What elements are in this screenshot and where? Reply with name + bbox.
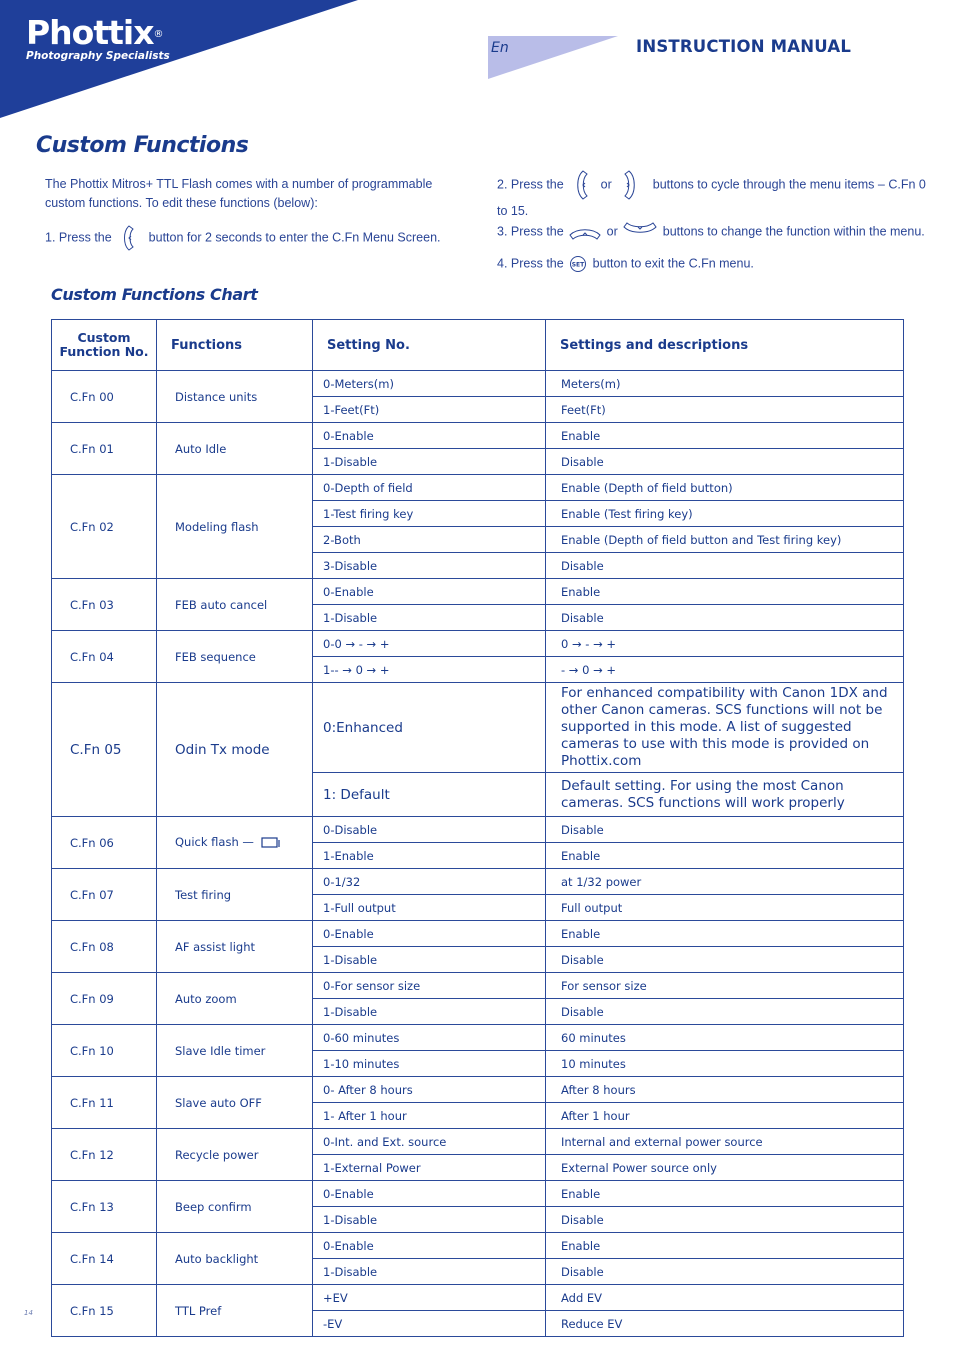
function-name: Odin Tx mode [157,683,313,817]
table-row [52,475,904,501]
setting-number: 0-60 minutes [313,1025,546,1051]
table-row [52,973,904,999]
setting-description: 60 minutes [546,1025,904,1051]
function-name: Test firing [157,869,313,921]
setting-number: 1-Disable [313,605,546,631]
setting-description: Disable [546,947,904,973]
setting-description: Disable [546,553,904,579]
hss-button-icon [621,218,659,246]
header-settings-desc: Settings and descriptions [546,320,904,371]
setting-number: 1- After 1 hour [313,1103,546,1129]
function-number: C.Fn 02 [52,475,157,579]
setting-number: 1-Disable [313,449,546,475]
function-number: C.Fn 09 [52,973,157,1025]
setting-number: 1-External Power [313,1155,546,1181]
setting-number: 3-Disable [313,553,546,579]
table-row [52,869,904,895]
setting-number: 0-0 → - → + [313,631,546,657]
page-title: Custom Functions [36,133,249,158]
page-number: 14 [24,1309,33,1317]
setting-description: Enable [546,921,904,947]
setting-number: 0-Depth of field [313,475,546,501]
setting-number: 1-Disable [313,1207,546,1233]
setting-number: 0-Enable [313,1233,546,1259]
setting-number: 1-- → 0 → + [313,657,546,683]
intro-paragraph: The Phottix Mitros+ TTL Flash comes with a number of programmable custom functions. To edit these functions (below): [45,177,433,210]
setting-number: 0:Enhanced [313,683,546,773]
setting-number: 1-Disable [313,999,546,1025]
setting-description: Enable (Depth of field button) [546,475,904,501]
setting-description: Enable [546,1233,904,1259]
table-row [52,1025,904,1051]
table-row [52,631,904,657]
setting-description: Disable [546,999,904,1025]
setting-description: at 1/32 power [546,869,904,895]
setting-description: Disable [546,605,904,631]
function-number: C.Fn 11 [52,1077,157,1129]
setting-number: 0-Disable [313,817,546,843]
table-header-row [52,320,904,371]
table-row [52,1077,904,1103]
setting-number: -EV [313,1311,546,1337]
table-row [52,817,904,843]
setting-description: Add EV [546,1285,904,1311]
setting-description: - → 0 → + [546,657,904,683]
setting-number: 0-Enable [313,579,546,605]
cfn-right-icon [615,168,649,202]
setting-description: 0 → - → + [546,631,904,657]
function-name: Modeling flash [157,475,313,579]
function-number: C.Fn 15 [52,1285,157,1337]
setting-description: Disable [546,1207,904,1233]
setting-number: 0-Enable [313,423,546,449]
function-name: Auto zoom [157,973,313,1025]
setting-description: Disable [546,1259,904,1285]
function-number: C.Fn 04 [52,631,157,683]
setting-number: 1-Disable [313,947,546,973]
setting-description: Enable [546,1181,904,1207]
table-row [52,1181,904,1207]
manual-title: INSTRUCTION MANUAL [636,37,852,56]
setting-description: Reduce EV [546,1311,904,1337]
setting-number: 0-For sensor size [313,973,546,999]
table-row [52,1129,904,1155]
set-button-icon [567,254,589,274]
setting-description: Enable [546,423,904,449]
setting-description: Enable [546,843,904,869]
header-setting-no: Setting No. [313,320,546,371]
function-name: Quick flash — [157,817,313,869]
function-number: C.Fn 01 [52,423,157,475]
chart-title: Custom Functions Chart [51,285,258,304]
svg-text:SET: SET [571,261,585,269]
function-name: TTL Pref [157,1285,313,1337]
function-name: Slave Idle timer [157,1025,313,1077]
function-number: C.Fn 00 [52,371,157,423]
function-name: Slave auto OFF [157,1077,313,1129]
function-name: FEB sequence [157,631,313,683]
setting-number: 0-Meters(m) [313,371,546,397]
step-1: 1. Press the button for 2 seconds to enter the C.Fn Menu Screen. [45,223,475,253]
setting-description: Meters(m) [546,371,904,397]
brand-name: Phottix® [26,13,163,52]
setting-description: For sensor size [546,973,904,999]
setting-description: After 8 hours [546,1077,904,1103]
setting-description: 10 minutes [546,1051,904,1077]
language-tag: En [491,40,509,56]
setting-description: Default setting. For using the most Canon cameras. SCS functions will work properly [546,773,904,817]
function-name: Recycle power [157,1129,313,1181]
zoom-button-icon [567,218,603,246]
flash-head-icon [260,836,282,850]
step-2-continued: to 15. [497,204,529,218]
function-name: Beep confirm [157,1181,313,1233]
setting-number: 1-Full output [313,895,546,921]
step-2: 2. Press the or buttons to cycle through the menu items – C.Fn 0 to 15. [497,168,937,221]
function-name: Auto backlight [157,1233,313,1285]
setting-number: 1-Feet(Ft) [313,397,546,423]
setting-number: 0-Enable [313,1181,546,1207]
table-row [52,1285,904,1311]
cfn-left-icon [567,168,597,202]
setting-number: 1: Default [313,773,546,817]
step-4: 4. Press the SET button to exit the C.Fn menu. [497,254,937,274]
function-number: C.Fn 05 [52,683,157,817]
brand-logo [26,14,170,62]
table-row [52,683,904,773]
setting-number: 0- After 8 hours [313,1077,546,1103]
function-name: Auto Idle [157,423,313,475]
function-number: C.Fn 07 [52,869,157,921]
setting-description: External Power source only [546,1155,904,1181]
setting-number: 0-Enable [313,921,546,947]
setting-description: Disable [546,449,904,475]
function-name: AF assist light [157,921,313,973]
function-number: C.Fn 08 [52,921,157,973]
setting-description: Enable [546,579,904,605]
function-name: Distance units [157,371,313,423]
setting-number: 1-Disable [313,1259,546,1285]
setting-description: Feet(Ft) [546,397,904,423]
setting-description: Enable (Test firing key) [546,501,904,527]
setting-description: Full output [546,895,904,921]
setting-number: 1-Test firing key [313,501,546,527]
function-number: C.Fn 14 [52,1233,157,1285]
function-number: C.Fn 13 [52,1181,157,1233]
function-number: C.Fn 12 [52,1129,157,1181]
custom-functions-table [51,319,904,1337]
table-row [52,921,904,947]
table-row [52,423,904,449]
setting-description: Internal and external power source [546,1129,904,1155]
setting-description: After 1 hour [546,1103,904,1129]
header-functions: Functions [157,320,313,371]
setting-description: For enhanced compatibility with Canon 1DX and other Canon cameras. SCS functions will not be supported in this mode. A list of suggested cameras to use with this mode is provided on Phottix.com [546,683,904,773]
cfn-button-icon [115,223,145,253]
step-3: 3. Press the or buttons to change the function within the menu. [497,218,937,246]
function-number: C.Fn 03 [52,579,157,631]
function-number: C.Fn 06 [52,817,157,869]
setting-description: Enable (Depth of field button and Test firing key) [546,527,904,553]
table-row [52,1233,904,1259]
header-function-no: Custom Function No. [52,320,157,371]
brand-tagline: Photography Specialists [26,50,170,62]
setting-description: Disable [546,817,904,843]
table-row [52,579,904,605]
setting-number: 1-10 minutes [313,1051,546,1077]
setting-number: 1-Enable [313,843,546,869]
setting-number: +EV [313,1285,546,1311]
setting-number: 0-1/32 [313,869,546,895]
function-number: C.Fn 10 [52,1025,157,1077]
setting-number: 0-Int. and Ext. source [313,1129,546,1155]
setting-number: 2-Both [313,527,546,553]
function-name: FEB auto cancel [157,579,313,631]
table-row [52,371,904,397]
